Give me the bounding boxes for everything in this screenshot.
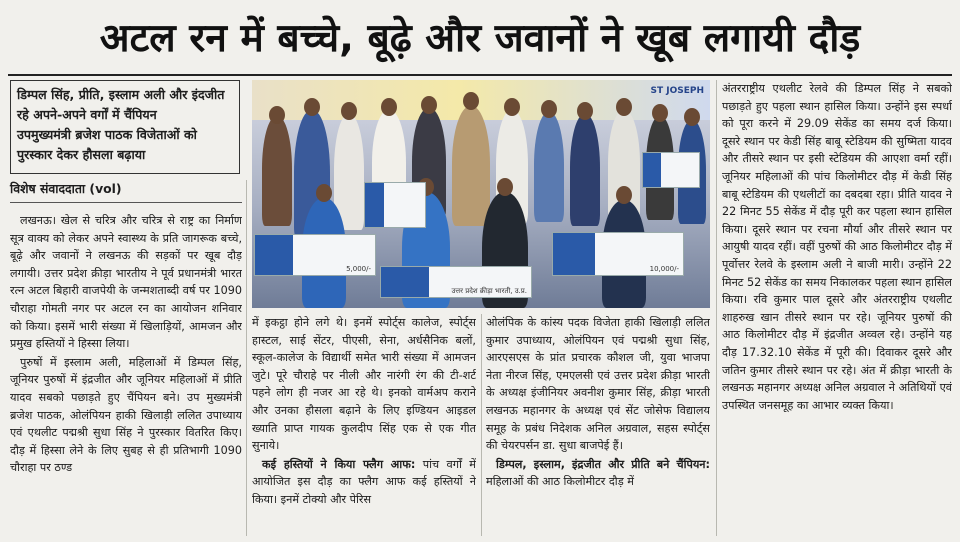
column-divider bbox=[246, 180, 247, 536]
byline-rule bbox=[10, 202, 242, 203]
subhead-champions: डिम्पल, इस्लाम, इंद्रजीत और प्रीति बने चैंपियन: bbox=[496, 457, 710, 471]
paragraph-intro: लखनऊ। खेल से चरित्र और चरित्र से राष्ट्र का निर्माण सूत्र वाक्य को लेकर अपने स्वास्थ्य के प्रति जागरूक बच्चे, बूढ़े और जवानों ने लखनऊ की सड़कों पर खूब दौड़ लगायी। उत्तर प्रदेश क्रीड़ा भारतीय ने पूर्व प्रधानमंत्री भारत रत्न अटल बिहारी वाजपेयी के जन्मशताब्दी वर्ष पर 1090 चौराहा गोमती नगर पर अटल रन का आयोजन शनिवार को किया। इसमें भारी संख्या में खिलाड़ियों, आमजन और प्रमुख हस्तियों ने हिस्सा लिया। bbox=[10, 214, 242, 351]
photo-face bbox=[616, 186, 632, 204]
cheque-stripe bbox=[643, 153, 661, 187]
photo-cheque bbox=[364, 182, 426, 228]
paragraph-winners: पुरुषों में इस्लाम अली, महिलाओं में डिम्पल सिंह, जूनियर पुरुषों में इंद्रजीत और जूनियर महिलाओं में प्रीति यादव सबको पछाड़ते हुए चैंपियन बने। उप मुख्यमंत्री ब्रजेश पाठक, ओलंपियन हाकी खिलाड़ी ललित उपाध्याय एवं एथलीट पद्मश्री सुधा सिंह ने पुरस्कार वितरित किए। दौड़ में हिस्सा लेने के लिए सुबह से ही प्रतिभागी 1090 चौराहा पर ठण्ड bbox=[10, 355, 242, 475]
column-middle-2 bbox=[486, 314, 710, 536]
column-divider bbox=[481, 314, 482, 536]
cheque-amount: 10,000/- bbox=[649, 265, 679, 273]
photo-face bbox=[341, 102, 357, 120]
photo-face bbox=[381, 98, 397, 116]
headline: अटल रन में बच्चे, बूढ़े और जवानों ने खूब लगायी दौड़ bbox=[99, 16, 861, 61]
cheque-caption: उत्तर प्रदेश क्रीड़ा भारती, उ.प्र. bbox=[451, 287, 527, 295]
subhead-flag-off: कई हस्तियों ने किया फ्लैग आफ: bbox=[262, 457, 416, 471]
column-divider bbox=[716, 80, 717, 536]
photo-face bbox=[504, 98, 520, 116]
photo-person bbox=[570, 114, 600, 226]
photo-cheque bbox=[380, 266, 532, 298]
event-photo bbox=[252, 80, 710, 308]
photo-cheque bbox=[642, 152, 700, 188]
paragraph-dignitaries: ओलंपिक के कांस्य पदक विजेता हाकी खिलाड़ी ललित कुमार उपाध्याय, ओलंपियन एवं पद्मश्री सुधा सिंह, आरएसएस के प्रांत प्रचारक कौशल जी, युवा भाजपा नेता नीरज सिंह, एमएलसी एवं उत्तर प्रदेश क्रीड़ा भारती के अध्यक्ष इंजीनियर अवनीश कुमार सिंह, क्रीड़ा भारती लखनऊ महानगर के अध्यक्ष एवं सेंट जोसेफ विद्यालय समूह के प्रबंध निदेशक अनिल अग्रवाल, सहस स्पोर्ट्स की चेयरपर्सन डा. सुधा बाजपेई हैं। bbox=[486, 316, 710, 453]
photo-face bbox=[541, 100, 557, 118]
paragraph-results: अंतरराष्ट्रीय एथलीट रेलवे की डिम्पल सिंह ने सबको पछाड़ते हुए पहला स्थान हासिल किया। उन्होंने इस स्पर्धा को पूरा करने में 29.09 सेकेंड का समय दर्ज किया। दूसरे स्थान पर केडी सिंह बाबू स्टेडियम की सुष्मिता यादव और तीसरे स्थान पर इसी स्टेडियम की आएशा वर्मा रहीं। जूनियर महिलाओं की पांच किलोमीटर दौड़ में केडी सिंह बाबू स्टेडियम की एथलीटों का दबदबा रहा। प्रीति यादव ने 22 मिनट 55 सेकेंड में दौड़ पूरी कर पहला स्थान हासिल किया। दूसरे स्थान पर रचना मौर्या और तीसरे स्थान पर आयुषी यादव रहीं। वहीं पुरुषों की आठ किलोमीटर दौड़ में पूर्वोत्तर रेलवे के इस्लाम अली ने बाजी मारी। उन्होंने 22 मिनट 52 सेकेंड का समय निकालकर पहला स्थान हासिल किया। रवि कुमार पाल दूसरे और अंतरराष्ट्रीय एथलीट शाहरुख खान तीसरे स्थान पर रहे। जूनियर पुरुषों की आठ किलोमीटर दौड़ में इंद्रजीत अव्वल रहे। उन्होंने यह दौड़ 17.32.10 सेकेंड में पूरी की। दिवाकर दूसरे और जतिन कुमार तीसरे स्थान पर रहे। अंत में क्रीड़ा भारती के लखनऊ महानगर अध्यक्ष अनिल अग्रवाल ने अतिथियों एवं उपस्थित जनसमूह का आभार व्यक्त किया। bbox=[722, 82, 952, 412]
summary-line-1: डिम्पल सिंह, प्रीति, इस्लाम अली और इंदजीत रहे अपने-अपने वर्गों में चैंपियन bbox=[17, 87, 225, 122]
cheque-stripe bbox=[381, 267, 429, 297]
summary-box bbox=[10, 80, 240, 174]
photo-face bbox=[497, 178, 513, 196]
photo-cheque bbox=[254, 234, 376, 276]
photo-face bbox=[421, 96, 437, 114]
photo-sponsor-tag: ST JOSEPH bbox=[650, 86, 704, 96]
photo-face bbox=[269, 106, 285, 124]
photo-cheque bbox=[552, 232, 684, 276]
column-left bbox=[10, 212, 242, 536]
photo-face bbox=[684, 108, 700, 126]
photo-face bbox=[463, 92, 479, 110]
column-middle-1 bbox=[252, 314, 476, 536]
headline-rule bbox=[8, 74, 952, 76]
photo-face bbox=[316, 184, 332, 202]
cheque-stripe bbox=[365, 183, 384, 227]
paragraph-gathering: में इकट्ठा होने लगे थे। इनमें स्पोर्ट्स कालेज, स्पोर्ट्स हास्टल, साई सेंटर, पीएसी, सेना, अर्धसैनिक बलों, स्कूल-कालेज के विद्यार्थी समेत भारी संख्या में आमजन जुटे। पूरे चौराहे पर नीली और नारंगी रंग की टी-शर्ट पहने लोग ही नजर आ रहे थे। इनको वार्मअप कराने और उनका हौसला बढ़ाने के लिए इण्डियन आइडल ख्याति प्राप्त गायक कुलदीप सिंह एक से एक गीत सुनाये। bbox=[252, 316, 476, 453]
photo-face bbox=[304, 98, 320, 116]
photo-face bbox=[616, 98, 632, 116]
photo-face bbox=[577, 102, 593, 120]
cheque-stripe bbox=[553, 233, 595, 275]
cheque-stripe bbox=[255, 235, 293, 275]
paragraph-champions: महिलाओं की आठ किलोमीटर दौड़ में bbox=[486, 475, 634, 489]
photo-face bbox=[652, 104, 668, 122]
summary-line-2: उपमुख्यमंत्री ब्रजेश पाठक विजेताओं को पुरस्कार देकर हौसला बढ़ाया bbox=[17, 127, 197, 162]
byline: विशेष संवाददाता (vol) bbox=[10, 181, 122, 196]
paragraph-flag-off: पांच वर्गों में आयोजित इस दौड़ का फ्लैग आफ कई हस्तियों ने किया। इनमें टोक्यो और पेरिस bbox=[252, 457, 476, 506]
photo-person bbox=[452, 106, 490, 226]
photo-person bbox=[262, 116, 292, 226]
photo-person bbox=[534, 112, 564, 222]
column-right bbox=[722, 80, 952, 536]
cheque-amount: 5,000/- bbox=[346, 265, 371, 273]
